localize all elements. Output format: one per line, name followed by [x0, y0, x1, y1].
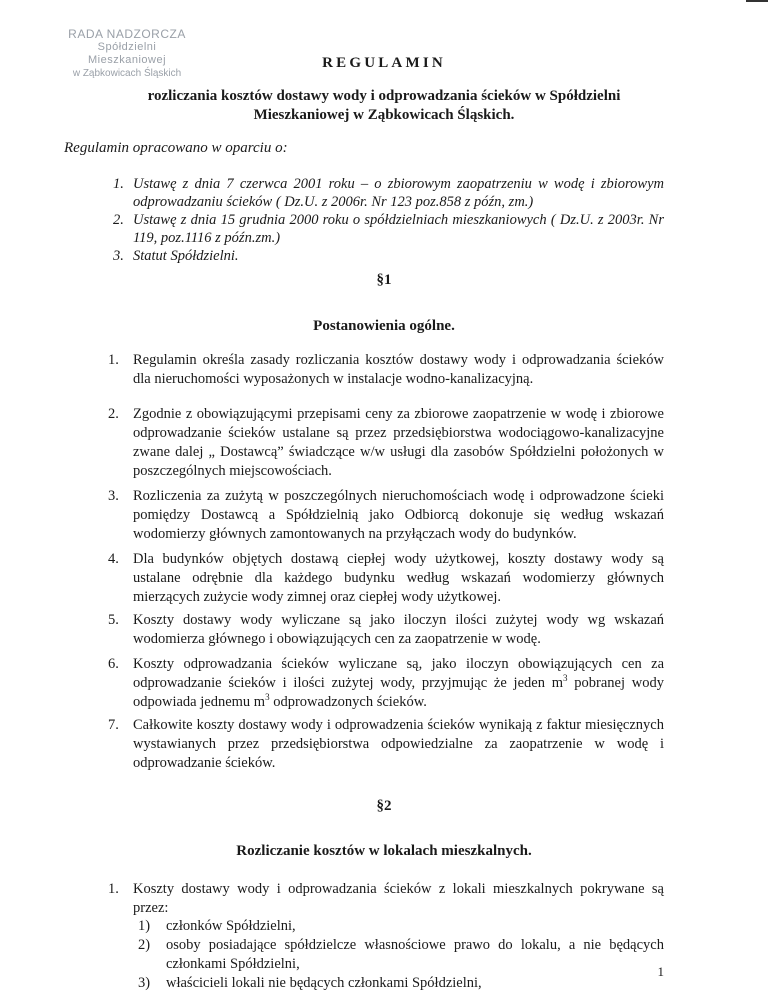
- paragraph-number: 2.: [108, 406, 119, 422]
- paragraph-number: 1.: [108, 881, 119, 897]
- intro-text: Regulamin opracowano w oparciu o:: [64, 140, 288, 156]
- item-number: 2.: [113, 212, 124, 228]
- stamp-line: w Ząbkowicach Śląskich: [72, 68, 182, 79]
- paragraph-number: 4.: [108, 551, 119, 567]
- item-number: 2): [138, 937, 151, 953]
- paragraph-text: Zgodnie z obowiązującymi przepisami ceny za zbiorowe zaopatrzenie w wodę i zbiorowe odprowadzanie ścieków ustalane są przez przedsiębiorstwa wodociągowo-kanalizacyjne zwane dalej „ Dostawcą” świadczące w/w usługi dla zasobów Spółdzielni położonych w poszczególnych miejscowościach.: [133, 406, 664, 479]
- paragraph-text: Koszty dostawy wody wyliczane są jako iloczyn ilości zużytej wody wg wskazań wodomierza głównego i obowiązujących cen za zaopatrzenie w wodę.: [133, 612, 664, 647]
- board-stamp: [52, 28, 202, 80]
- paragraph-text-part: pobranej wody odpowiada jednemu m: [133, 675, 664, 710]
- section-number: §2: [376, 798, 392, 814]
- list-item: [138, 917, 664, 936]
- paragraph-text: Koszty dostawy wody i odprowadzania ścieków z lokali mieszkalnych pokrywane są przez:: [133, 881, 664, 916]
- paragraph-number: 7.: [108, 717, 119, 733]
- paragraph-number: 6.: [108, 656, 119, 672]
- item-number: 3): [138, 975, 151, 991]
- item-text: właścicieli lokali nie będących członkami Spółdzielni,: [166, 975, 482, 991]
- stamp-line: RADA NADZORCZA: [68, 27, 186, 41]
- paragraph-text-part: odprowadzonych ścieków.: [269, 694, 427, 710]
- paragraph-text: Regulamin określa zasady rozliczania kosztów dostawy wody i odprowadzania ścieków dla nieruchomości wyposażonych w instalacje wodno-kanalizacyjną.: [133, 352, 664, 387]
- item-number: 1.: [113, 176, 124, 192]
- list-item: [113, 247, 664, 265]
- section-title: Postanowienia ogólne.: [313, 318, 455, 334]
- list-item: [113, 175, 664, 211]
- stamp-line: Mieszkaniowej: [87, 54, 167, 66]
- document-subtitle: [110, 87, 658, 125]
- list-item: [138, 974, 664, 993]
- paragraph-number: 3.: [108, 488, 119, 504]
- paragraph-text: Całkowite koszty dostawy wody i odprowadzenia ścieków wynikają z faktur miesięcznych wystawianych przez przedsiębiorstwa odpowiedzialne za zaopatrzenie w wodę i odprowadzanie ścieków.: [133, 717, 664, 771]
- payer-list: [138, 917, 664, 993]
- paragraph-number: 5.: [108, 612, 119, 628]
- list-item: [138, 936, 664, 974]
- paragraph-text: [133, 655, 664, 712]
- section-title: Rozliczanie kosztów w lokalach mieszkalnych.: [236, 843, 532, 859]
- legal-basis-list: [113, 175, 664, 265]
- subtitle-line: rozliczania kosztów dostawy wody i odprowadzania ścieków w Spółdzielni: [147, 88, 621, 104]
- paragraph-text-part: Koszty odprowadzania ścieków wyliczane są, jako iloczyn obowiązujących cen za odprowadzanie ścieków i ilości zużytej wody, przyjmując że jeden m: [133, 656, 664, 691]
- section-number: §1: [376, 272, 392, 288]
- corner-mark: [746, 0, 768, 2]
- superscript: 3: [563, 673, 568, 684]
- superscript: 3: [265, 692, 270, 703]
- list-item: [113, 211, 664, 247]
- paragraph-text: Rozliczenia za zużytą w poszczególnych nieruchomościach wodę i odprowadzone ścieki pomiędzy Dostawcą a Spółdzielnią jako Odbiorcą dokonuje się według wskazań wodomierzy głównych zamontowanych na przyłączach wody do budynków.: [133, 488, 664, 542]
- item-text: członków Spółdzielni,: [166, 918, 296, 934]
- item-text: Ustawę z dnia 15 grudnia 2000 roku o spółdzielniach mieszkaniowych ( Dz.U. z 2003r. Nr 119, poz.1116 z późn.zm.): [133, 212, 664, 246]
- subtitle-line: Mieszkaniowej w Ząbkowicach Śląskich.: [253, 107, 515, 123]
- document-title: REGULAMIN: [322, 55, 446, 71]
- item-text: osoby posiadające spółdzielcze własnościowe prawo do lokalu, a nie będących członkami Spółdzielni,: [166, 937, 664, 972]
- stamp-line: Spółdzielni: [97, 41, 157, 53]
- page-number: 1: [657, 964, 664, 979]
- item-number: 3.: [113, 248, 124, 264]
- paragraph-text: Dla budynków objętych dostawą ciepłej wody użytkowej, koszty dostawy wody są ustalane odrębnie dla każdego budynku według wskazań wodomierzy głównych mierzących zużycie wody zimnej oraz ciepłej wody użytkowej.: [133, 551, 664, 605]
- paragraph-number: 1.: [108, 352, 119, 368]
- item-text: Ustawę z dnia 7 czerwca 2001 roku – o zbiorowym zaopatrzeniu w wodę i zbiorowym odprowadzaniu ścieków ( Dz.U. z 2006r. Nr 123 poz.858 z późn, zm.): [133, 176, 664, 210]
- item-number: 1): [138, 918, 151, 934]
- item-text: Statut Spółdzielni.: [133, 248, 239, 264]
